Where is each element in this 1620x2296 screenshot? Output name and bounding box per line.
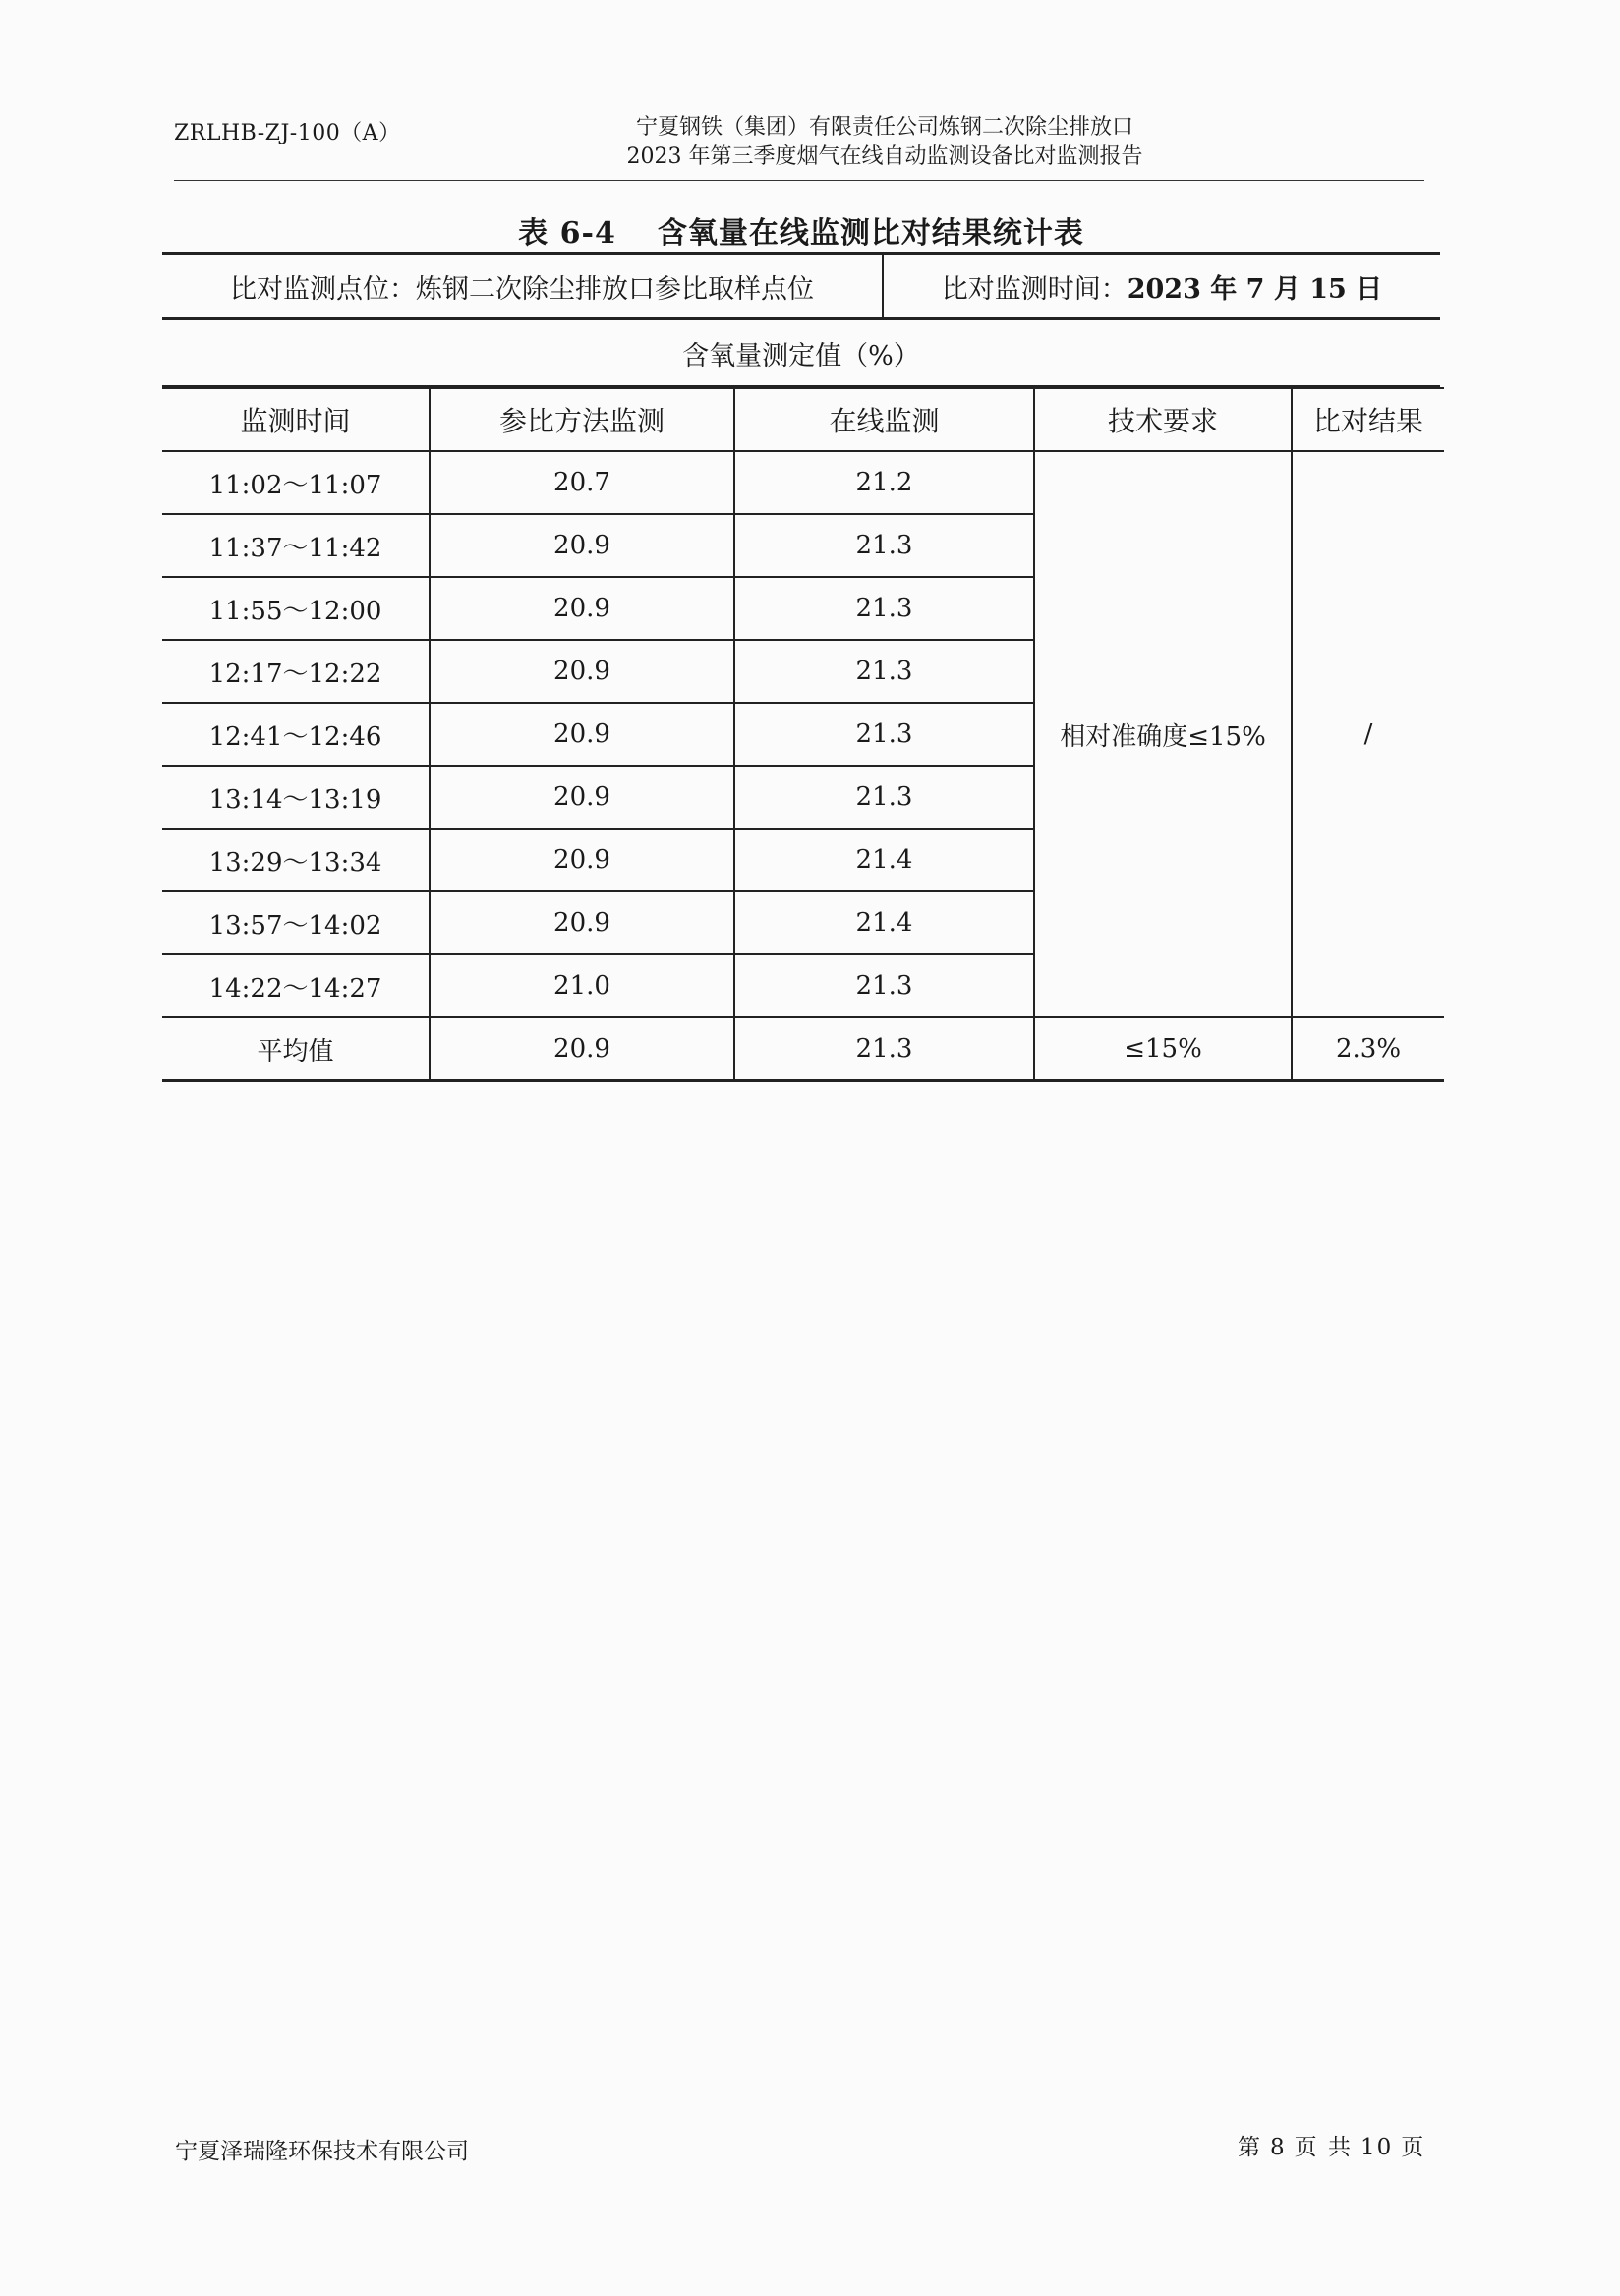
average-online: 21.3 bbox=[734, 1017, 1034, 1081]
page-number bbox=[1234, 2129, 1429, 2161]
footer-company: 宁夏泽瑞隆环保技术有限公司 bbox=[175, 2139, 469, 2164]
cell-reference: 20.7 bbox=[430, 451, 734, 514]
column-header-row bbox=[162, 388, 1444, 451]
column-header-time: 监测时间 bbox=[162, 388, 430, 451]
cell-reference: 20.9 bbox=[430, 640, 734, 703]
cell-time: 12:17～12:22 bbox=[162, 640, 430, 703]
table-number: 表 6-4 bbox=[518, 216, 616, 251]
cell-reference: 20.9 bbox=[430, 514, 734, 577]
average-requirement: ≤15% bbox=[1034, 1017, 1292, 1081]
cell-online: 21.3 bbox=[734, 766, 1034, 829]
cell-time: 13:57～14:02 bbox=[162, 891, 430, 954]
monitoring-time-label: 比对监测时间： bbox=[941, 273, 1128, 305]
report-header-title bbox=[531, 113, 1239, 172]
cell-reference: 20.9 bbox=[430, 703, 734, 766]
cell-time: 11:55～12:00 bbox=[162, 577, 430, 640]
average-result: 2.3% bbox=[1292, 1017, 1444, 1081]
cell-reference: 20.9 bbox=[430, 766, 734, 829]
cell-requirement: 相对准确度≤15% bbox=[1034, 451, 1292, 1017]
cell-online: 21.2 bbox=[734, 451, 1034, 514]
page-total: 10 bbox=[1360, 2135, 1394, 2160]
cell-reference: 20.9 bbox=[430, 829, 734, 891]
data-table bbox=[162, 387, 1444, 1082]
table-row bbox=[162, 451, 1444, 514]
oxygen-comparison-table bbox=[162, 252, 1440, 1082]
page-prefix: 第 bbox=[1238, 2135, 1262, 2160]
column-header-online: 在线监测 bbox=[734, 388, 1034, 451]
cell-time: 11:37～11:42 bbox=[162, 514, 430, 577]
cell-time: 12:41～12:46 bbox=[162, 703, 430, 766]
cell-result: / bbox=[1292, 451, 1444, 1017]
cell-time: 14:22～14:27 bbox=[162, 954, 430, 1017]
table-caption-text: 含氧量在线监测比对结果统计表 bbox=[657, 216, 1084, 251]
cell-online: 21.4 bbox=[734, 829, 1034, 891]
cell-online: 21.3 bbox=[734, 640, 1034, 703]
monitoring-location: 比对监测点位：炼钢二次除尘排放口参比取样点位 bbox=[162, 255, 884, 317]
column-header-requirement: 技术要求 bbox=[1034, 388, 1292, 451]
cell-time: 11:02～11:07 bbox=[162, 451, 430, 514]
report-title-line-2: 2023 年第三季度烟气在线自动监测设备比对监测报告 bbox=[626, 144, 1143, 169]
average-row bbox=[162, 1017, 1444, 1081]
cell-online: 21.4 bbox=[734, 891, 1034, 954]
cell-online: 21.3 bbox=[734, 577, 1034, 640]
page-suffix: 页 bbox=[1401, 2135, 1426, 2160]
cell-time: 13:29～13:34 bbox=[162, 829, 430, 891]
table-info-row bbox=[162, 252, 1440, 320]
cell-online: 21.3 bbox=[734, 954, 1034, 1017]
cell-reference: 21.0 bbox=[430, 954, 734, 1017]
average-reference: 20.9 bbox=[430, 1017, 734, 1081]
cell-online: 21.3 bbox=[734, 514, 1034, 577]
cell-online: 21.3 bbox=[734, 703, 1034, 766]
column-header-reference: 参比方法监测 bbox=[430, 388, 734, 451]
report-title-line-1: 宁夏钢铁（集团）有限责任公司炼钢二次除尘排放口 bbox=[635, 115, 1133, 140]
monitoring-time bbox=[884, 255, 1440, 317]
page-current: 8 bbox=[1270, 2135, 1287, 2160]
header-divider bbox=[174, 180, 1424, 181]
cell-reference: 20.9 bbox=[430, 577, 734, 640]
monitoring-time-value: 2023 年 7 月 15 日 bbox=[1127, 273, 1383, 305]
average-label: 平均值 bbox=[162, 1017, 430, 1081]
cell-time: 13:14～13:19 bbox=[162, 766, 430, 829]
group-header: 含氧量测定值（%） bbox=[162, 320, 1440, 387]
page-mid: 页 共 bbox=[1294, 2135, 1353, 2160]
table-caption bbox=[162, 208, 1440, 252]
column-header-result: 比对结果 bbox=[1292, 388, 1444, 451]
cell-reference: 20.9 bbox=[430, 891, 734, 954]
document-code: ZRLHB-ZJ-100（A） bbox=[174, 121, 401, 145]
